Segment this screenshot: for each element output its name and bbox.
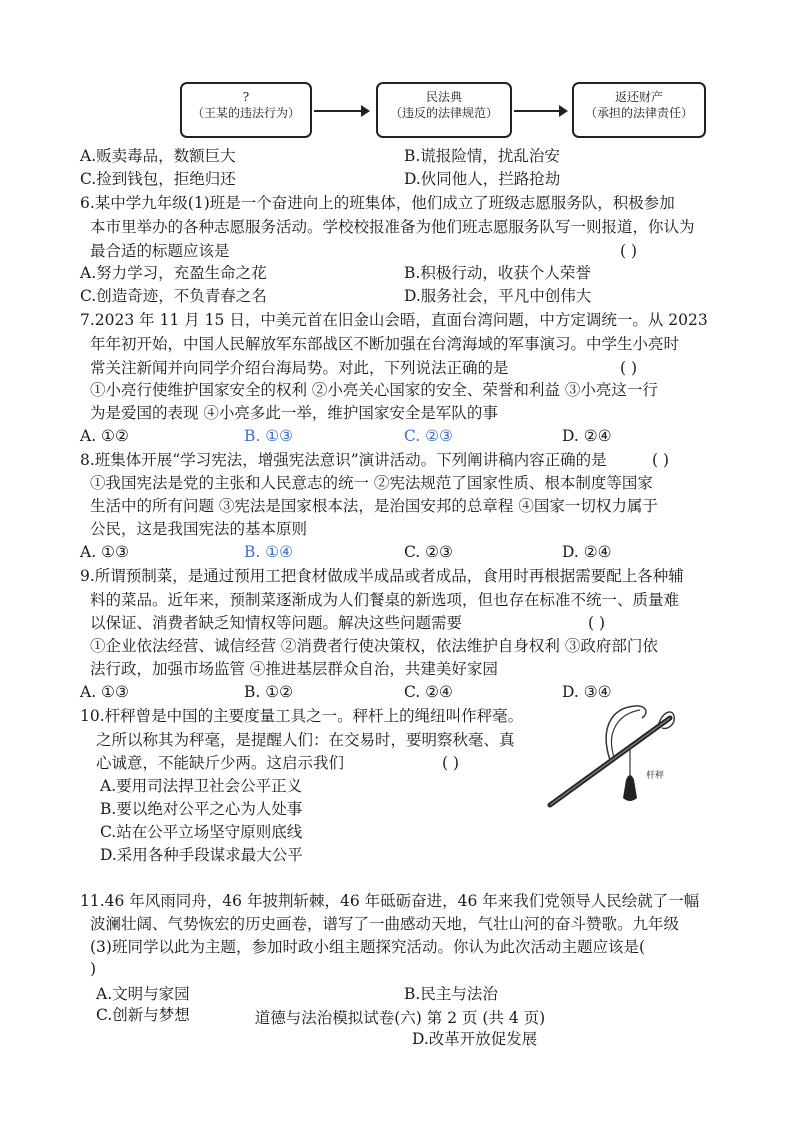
q11-option-b[interactable]: B.民主与法治 [404, 985, 498, 1003]
q11-stem-line: 11.46 年风雨同舟，46 年披荆斩棘，46 年砥砺奋进，46 年来我们党领导人民绘就了一幅 [80, 892, 700, 910]
q8-option-c[interactable]: C. ②③ [404, 543, 453, 561]
q7-stem-line: 年年初开始，中国人民解放军东部战区不断加强在台湾海域的军事演习。中学生小亮时 [90, 335, 680, 353]
q10-option-d[interactable]: D.采用各种手段谋求最大公平 [100, 846, 303, 864]
arrow-icon [514, 110, 566, 112]
q8-statements: 生活中的所有问题 ③宪法是国家根本法，是治国安邦的总章程 ④国家一切权力属于 [90, 497, 658, 515]
q9-statements: 法行政，加强市场监管 ④推进基层群众自治，共建美好家园 [90, 660, 498, 678]
q6-stem-line: 6.某中学九年级(1)班是一个奋进向上的班集体，他们成立了班级志愿服务队，积极参加 [80, 194, 675, 212]
q8-answer-paren: ( ) [652, 451, 670, 469]
q6-stem-line: 本市里举办的各种志愿服务活动。学校校报准备为他们班志愿服务队写一则报道，你认为 [90, 218, 695, 236]
q7-option-c[interactable]: C. ②③ [404, 427, 453, 445]
q9-statements: ①企业依法经营、诚信经营 ②消费者行使决策权，依法维护自身权利 ③政府部门依 [90, 637, 658, 655]
q7-statements: 为是爱国的表现 ④小亮多此一举，维护国家安全是军队的事 [90, 404, 498, 422]
q10-option-b[interactable]: B.要以绝对公平之心为人处事 [100, 800, 303, 818]
q7-stem-line: 常关注新闻并向同学介绍台海局势。对此，下列说法正确的是 [90, 359, 509, 377]
q7-statements: ①小亮行使维护国家安全的权利 ②小亮关心国家的安全、荣誉和利益 ③小亮这一行 [90, 381, 658, 399]
q11-option-c[interactable]: C.创新与梦想 [96, 1006, 190, 1024]
q11-stem-line: 波澜壮阔、气势恢宏的历史画卷，谱写了一曲感动天地，气壮山河的奋斗赞歌。九年级 [90, 915, 680, 933]
q10-stem-line: 之所以称其为秤毫，是提醒人们：在交易时，要明察秋毫、真 [96, 731, 515, 749]
q5-option-b[interactable]: B.谎报险情，扰乱治安 [404, 147, 560, 165]
page-footer: 道德与法治模拟试卷(六) 第 2 页 (共 4 页) [254, 1009, 546, 1027]
q6-answer-paren: ( ) [620, 242, 638, 260]
diagram-box-law [376, 82, 512, 138]
q8-option-d[interactable]: D. ②④ [562, 543, 612, 561]
q10-option-a[interactable]: A.要用司法捍卫社会公平正义 [100, 777, 303, 795]
q5-option-d[interactable]: D.伙同他人，拦路抢劫 [404, 170, 561, 188]
q11-stem-line: (3)班同学以此为主题，参加时政小组主题探究活动。你认为此次活动主题应该是( [90, 938, 646, 956]
box-subtitle: （违反的法律规范） [389, 106, 498, 120]
arrow-icon [314, 110, 368, 112]
q6-option-d[interactable]: D.服务社会，平凡中创伟大 [404, 287, 592, 305]
q8-stem-line: 8.班集体开展“学习宪法，增强宪法意识”演讲活动。下列阐讲稿内容正确的是 [80, 451, 607, 469]
q9-stem-line: 料的菜品。近年来，预制菜逐渐成为人们餐桌的新选项，但也存在标准不统一、质量难 [90, 591, 680, 609]
q6-option-c[interactable]: C.创造奇迹，不负青春之名 [80, 287, 267, 305]
q10-stem-line: 心诚意，不能缺斤少两。这启示我们 [96, 754, 345, 772]
box-title: ? [242, 90, 250, 104]
diagram-box-violation [180, 82, 312, 138]
q9-option-c[interactable]: C. ②④ [404, 683, 453, 701]
steelyard-label: 杆秤 [646, 771, 665, 781]
box-title: 民法典 [425, 90, 462, 104]
q11-option-a[interactable]: A.文明与家园 [96, 985, 190, 1003]
q7-stem-line: 7.2023 年 11 月 15 日，中美元首在旧金山会晤，直面台湾问题，中方定调统一。从 2023 [80, 311, 708, 329]
q6-option-a[interactable]: A.努力学习，充盈生命之花 [80, 264, 267, 282]
q9-answer-paren: ( ) [588, 614, 606, 632]
box-title: 返还财产 [614, 90, 663, 104]
q9-option-a[interactable]: A. ①③ [80, 683, 129, 701]
q10-option-c[interactable]: C.站在公平立场坚守原则底线 [100, 823, 303, 841]
q7-option-a[interactable]: A. ①② [80, 427, 129, 445]
q5-option-a[interactable]: A.贩卖毒品，数额巨大 [80, 147, 236, 165]
q7-option-d[interactable]: D. ②④ [562, 427, 612, 445]
q9-stem-line: 9.所谓预制菜，是通过预用工把食材做成半成品或者成品，食用时再根据需要配上各种辅 [80, 567, 684, 585]
q11-option-d[interactable]: D.改革开放促发展 [412, 1030, 538, 1048]
q10-stem-line: 10.杆秤曾是中国的主要度量工具之一。秤杆上的绳纽叫作秤毫。 [80, 707, 524, 725]
q5-option-c[interactable]: C.捡到钱包，拒绝归还 [80, 170, 236, 188]
q8-statements: ①我国宪法是党的主张和人民意志的统一 ②宪法规范了国家性质、根本制度等国家 [90, 474, 653, 492]
q9-option-b[interactable]: B. ①② [244, 683, 294, 701]
box-subtitle: （承担的法律责任） [584, 106, 693, 120]
q6-stem-line: 最合适的标题应该是 [90, 242, 230, 260]
q6-option-b[interactable]: B.积极行动，收获个人荣誉 [404, 264, 591, 282]
q9-option-d[interactable]: D. ③④ [562, 683, 612, 701]
q8-option-b[interactable]: B. ①④ [244, 543, 294, 561]
q10-answer-paren: ( ) [442, 754, 460, 772]
steelyard-illustration [540, 700, 680, 815]
q7-answer-paren: ( ) [620, 359, 638, 377]
q11-stem-line: ) [90, 960, 97, 978]
q8-option-a[interactable]: A. ①③ [80, 543, 129, 561]
diagram-box-liability [572, 82, 706, 138]
q9-stem-line: 以保证、消费者缺乏知情权等问题。解决这些问题需要 [90, 614, 463, 632]
q7-option-b[interactable]: B. ①③ [244, 427, 294, 445]
q8-statements: 公民，这是我国宪法的基本原则 [90, 520, 308, 538]
box-subtitle: （王某的违法行为） [191, 106, 300, 120]
